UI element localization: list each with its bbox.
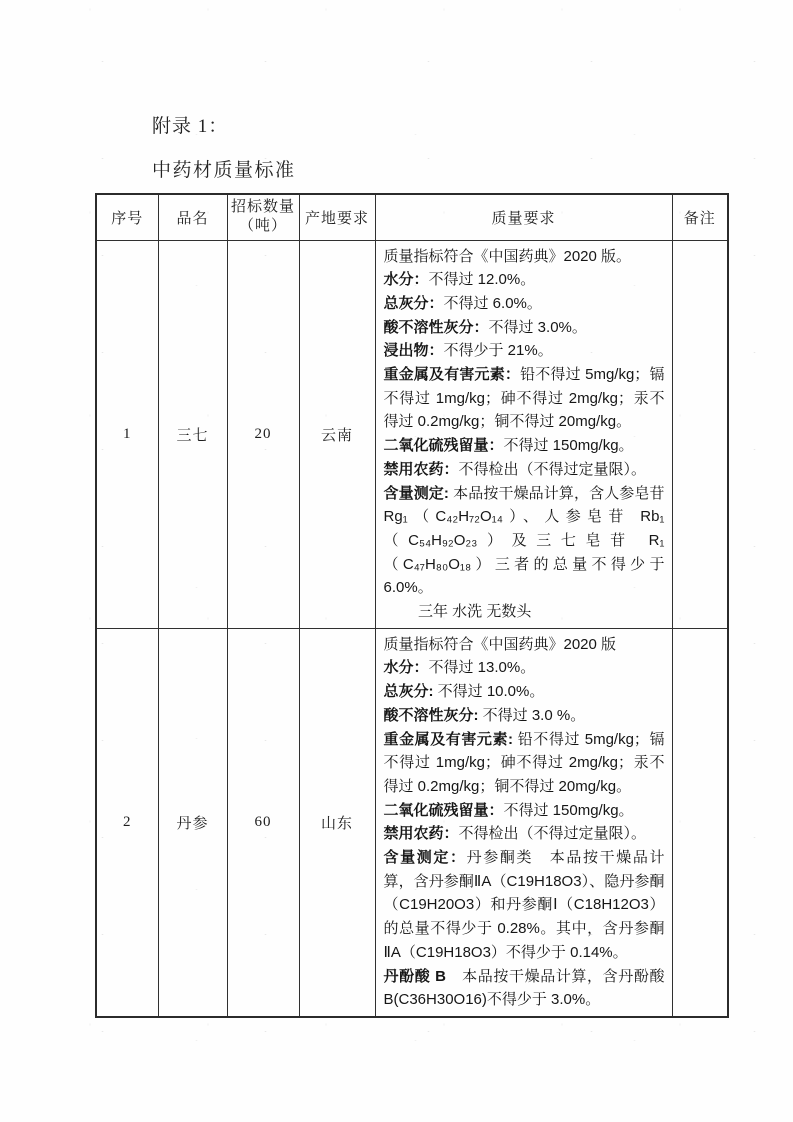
- cell-index: 2: [96, 628, 158, 1017]
- quality-line-label: 重金属及有害元素:: [383, 730, 514, 748]
- quality-line: 二氧化硫残留量：不得过 150mg/kg。: [383, 801, 634, 819]
- quality-line-label: 水分：: [383, 659, 429, 677]
- quality-line: 二氧化硫残留量：不得过 150mg/kg。: [383, 437, 634, 455]
- cell-quantity: 20: [227, 240, 299, 628]
- quality-line-label: 水分：: [383, 271, 429, 289]
- quality-line: 丹酚酸 B 本品按干燥品计算，含丹酚酸 B(C36H30O16)不得少于 3.0%。: [383, 967, 665, 1009]
- quality-line: 酸不溶性灰分：不得过 3.0%。: [383, 318, 587, 336]
- cell-origin: 山东: [299, 628, 375, 1017]
- cell-origin: 云南: [299, 240, 375, 628]
- header-quantity-line2: （吨）: [238, 218, 287, 235]
- quality-line-label: 重金属及有害元素：: [383, 366, 521, 384]
- table-row-sanqi: [96, 240, 728, 628]
- document-title: 中药材质量标准: [152, 160, 296, 181]
- cell-remark: [672, 628, 728, 1017]
- appendix-label: 附录 1：: [152, 116, 229, 137]
- quality-line-label: 总灰分:: [383, 683, 434, 701]
- quality-line-label: 酸不溶性灰分:: [383, 706, 479, 724]
- cell-quality-requirements: [375, 240, 672, 628]
- table-header-row: [96, 194, 728, 240]
- quality-line-label: 浸出物：: [383, 342, 444, 360]
- quality-line-label: 总灰分：: [383, 294, 444, 312]
- quality-line-label: 禁用农药：: [383, 460, 459, 478]
- quality-line: 浸出物：不得少于 21%。: [383, 342, 553, 360]
- quality-line: 重金属及有害元素: 铅不得过 5mg/kg；镉不得过 1mg/kg；砷不得过 2mg/kg；汞不得过 0.2mg/kg；铜不得过 20mg/kg。: [383, 730, 665, 795]
- header-quantity-line1: 招标数量: [230, 199, 295, 216]
- quality-line: 三年 水洗 无数头: [418, 603, 532, 621]
- quality-line: 酸不溶性灰分: 不得过 3.0 %。: [383, 706, 586, 724]
- quality-line-label: 二氧化硫残留量：: [383, 801, 504, 819]
- header-cell-origin: 产地要求: [299, 194, 375, 240]
- cell-index: 1: [96, 240, 158, 628]
- quality-line-label: 含量测定:: [383, 484, 449, 502]
- header-cell-quality: 质量要求: [375, 194, 672, 240]
- quality-line: 重金属及有害元素：铅不得过 5mg/kg；镉不得过 1mg/kg；砷不得过 2mg/kg；汞不得过 0.2mg/kg；铜不得过 20mg/kg。: [383, 366, 665, 431]
- quality-line: 含量测定: 本品按干燥品计算，含人参皂苷 Rg₁（C₄₂H₇₂O₁₄）、人参皂苷 Rb₁（C₅₄H₉₂O₂₃）及三七皂苷 R₁（C₄₇H₈₀O₁₈）三者的总量不得少于 6.0%。: [383, 484, 665, 597]
- cell-product-name: 三七: [158, 240, 227, 628]
- header-cell-name: 品名: [158, 194, 227, 240]
- quality-line: 禁用农药：不得检出（不得过定量限）。: [383, 825, 647, 843]
- quality-line-label: 丹酚酸 B: [383, 967, 446, 985]
- header-cell-index: 序号: [96, 194, 158, 240]
- quality-line-label: 禁用农药：: [383, 825, 459, 843]
- cell-remark: [672, 240, 728, 628]
- header-cell-remark: 备注: [672, 194, 728, 240]
- quality-line-label: 含量测定：: [383, 849, 467, 867]
- quality-line: 质量指标符合《中国药典》2020 版: [383, 635, 617, 653]
- quality-line-label: 二氧化硫残留量：: [383, 437, 504, 455]
- cell-quality-requirements: [375, 628, 672, 1017]
- quality-line: 水分：不得过 12.0%。: [383, 271, 536, 289]
- quality-line: 禁用农药：不得检出（不得过定量限）。: [383, 460, 647, 478]
- header-cell-quantity: [227, 194, 299, 240]
- quality-standards-table: [95, 193, 729, 1018]
- quality-line: 质量指标符合《中国药典》2020 版。: [383, 247, 632, 265]
- quality-line: 含量测定：丹参酮类 本品按干燥品计算，含丹参酮ⅡA（C19H18O3）、隐丹参酮（C19H20O3）和丹参酮Ⅰ（C18H12O3）的总量不得少于 0.28%。其中，含丹参酮ⅡA（C19H18O3）不得少于 0.14%。: [383, 849, 665, 961]
- quality-line: 总灰分: 不得过 10.0%。: [383, 683, 545, 701]
- quality-line: 水分：不得过 13.0%。: [383, 659, 536, 677]
- cell-product-name: 丹参: [158, 628, 227, 1017]
- quality-line: 总灰分：不得过 6.0%。: [383, 294, 542, 312]
- table-row-danshen: [96, 628, 728, 1017]
- quality-line-label: 酸不溶性灰分：: [383, 318, 489, 336]
- cell-quantity: 60: [227, 628, 299, 1017]
